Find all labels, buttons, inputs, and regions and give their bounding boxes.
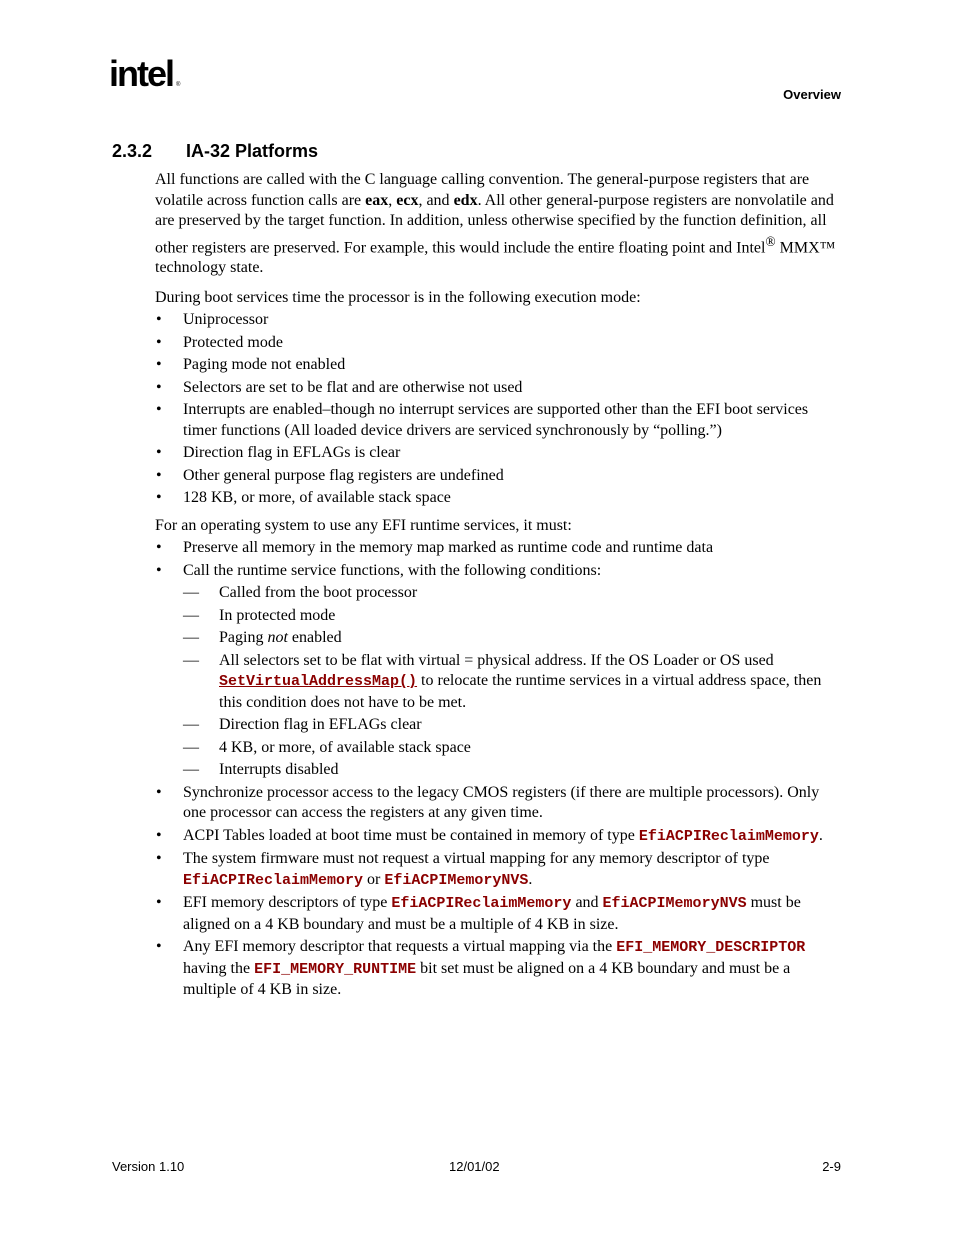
intro-text: . All other general-purpose registers are nonvolatile and are preserved by the target function. In addition, unless otherwise specified by the function definition, all other registers are preserved. For example, this would include the entire floating point and Intel	[155, 191, 834, 256]
list-item: • Call the runtime service functions, with the following conditions:	[155, 561, 845, 582]
logo-text: intel	[109, 53, 174, 94]
runtime-list	[155, 538, 845, 1001]
intro-text: MMX™ technology state.	[155, 238, 836, 277]
code-term: EFI_MEMORY_RUNTIME	[254, 960, 417, 978]
emphasis: not	[267, 629, 288, 647]
condition-item: — In protected mode	[155, 606, 845, 627]
item-text: bit set must be aligned on a 4 KB boundary and must be a multiple of 4 KB in size.	[183, 959, 791, 999]
code-term: EfiACPIMemoryNVS	[384, 871, 529, 889]
section-heading	[112, 141, 318, 162]
list-item	[155, 849, 845, 891]
section-number: 2.3.2	[112, 141, 153, 161]
intro-text: All functions are called with the C language calling convention. The general-purpose registers that are volatile across function calls are	[155, 171, 810, 209]
intel-logo	[109, 53, 181, 94]
separator: , and	[418, 191, 454, 209]
item-text: and	[571, 894, 603, 912]
running-header: Overview	[783, 87, 841, 102]
set-virtual-address-map-link[interactable]: SetVirtualAddressMap()	[219, 673, 418, 691]
list-item	[155, 826, 845, 848]
list-item: • Selectors are set to be flat and are otherwise not used	[155, 378, 845, 399]
code-term: EfiACPIReclaimMemory	[391, 895, 572, 913]
list-item: • Preserve all memory in the memory map marked as runtime code and runtime data	[155, 538, 845, 559]
list-item: • Uniprocessor	[155, 310, 845, 331]
condition-item	[155, 628, 845, 649]
boot-mode-list	[155, 310, 845, 509]
list-item	[155, 893, 845, 935]
separator: ,	[388, 191, 397, 209]
code-term: EfiACPIMemoryNVS	[602, 895, 747, 913]
registered-mark: ®	[765, 233, 776, 249]
register-edx: edx	[453, 191, 478, 209]
list-item: • Synchronize processor access to the legacy CMOS registers (if there are multiple processors). Only one processor can access the registers at any given time.	[155, 783, 845, 824]
item-text: EFI memory descriptors of type	[183, 894, 392, 912]
condition-item: — Direction flag in EFLAGs clear	[155, 715, 845, 736]
register-ecx: ecx	[396, 191, 419, 209]
code-term: EFI_MEMORY_DESCRIPTOR	[616, 939, 806, 957]
list-item: • Paging mode not enabled	[155, 355, 845, 376]
register-eax: eax	[365, 191, 389, 209]
logo-registered-mark: ®	[176, 82, 181, 88]
condition-text: All selectors set to be flat with virtual = physical address. If the OS Loader or OS used	[219, 651, 774, 669]
item-text: having the	[183, 959, 255, 977]
list-item: • Direction flag in EFLAGs is clear	[155, 443, 845, 464]
list-item	[155, 937, 845, 1001]
section-title: IA-32 Platforms	[186, 141, 319, 161]
condition-text: enabled	[287, 629, 342, 647]
condition-text: Paging	[219, 629, 268, 647]
condition-item: — Called from the boot processor	[155, 583, 845, 604]
section-body	[155, 170, 845, 1001]
condition-item: — Interrupts disabled	[155, 760, 845, 781]
item-text: .	[818, 826, 823, 844]
item-text: ACPI Tables loaded at boot time must be contained in memory of type	[183, 826, 639, 844]
code-term: EfiACPIReclaimMemory	[183, 871, 364, 889]
intro-paragraph	[155, 170, 845, 279]
boot-intro: During boot services time the processor is in the following execution mode:	[155, 288, 641, 306]
list-item: • Protected mode	[155, 333, 845, 354]
list-item: • 128 KB, or more, of available stack space	[155, 488, 845, 509]
list-item: • Interrupts are enabled–though no interrupt services are supported other than the EFI boot services timer functions (All loaded device drivers are serviced synchronously by “polling.”)	[155, 400, 845, 441]
condition-item	[155, 651, 845, 714]
footer-page-number: 2-9	[822, 1159, 841, 1174]
item-text: or	[363, 870, 385, 888]
list-item: • Other general purpose flag registers are undefined	[155, 466, 845, 487]
item-text: The system firmware must not request a virtual mapping for any memory descriptor of type	[183, 850, 770, 868]
runtime-intro: For an operating system to use any EFI runtime services, it must:	[155, 516, 572, 534]
item-text: must be aligned on a 4 KB boundary and must be a multiple of 4 KB in size.	[183, 894, 801, 933]
condition-text: to relocate the runtime services in a virtual address space, then this condition does not have to be met.	[219, 672, 822, 711]
footer-date: 12/01/02	[449, 1159, 500, 1174]
code-term: EfiACPIReclaimMemory	[638, 827, 819, 845]
condition-item: — 4 KB, or more, of available stack space	[155, 738, 845, 759]
item-text: .	[528, 870, 533, 888]
footer-version: Version 1.10	[112, 1159, 185, 1174]
item-text: Any EFI memory descriptor that requests a virtual mapping via the	[183, 938, 617, 956]
